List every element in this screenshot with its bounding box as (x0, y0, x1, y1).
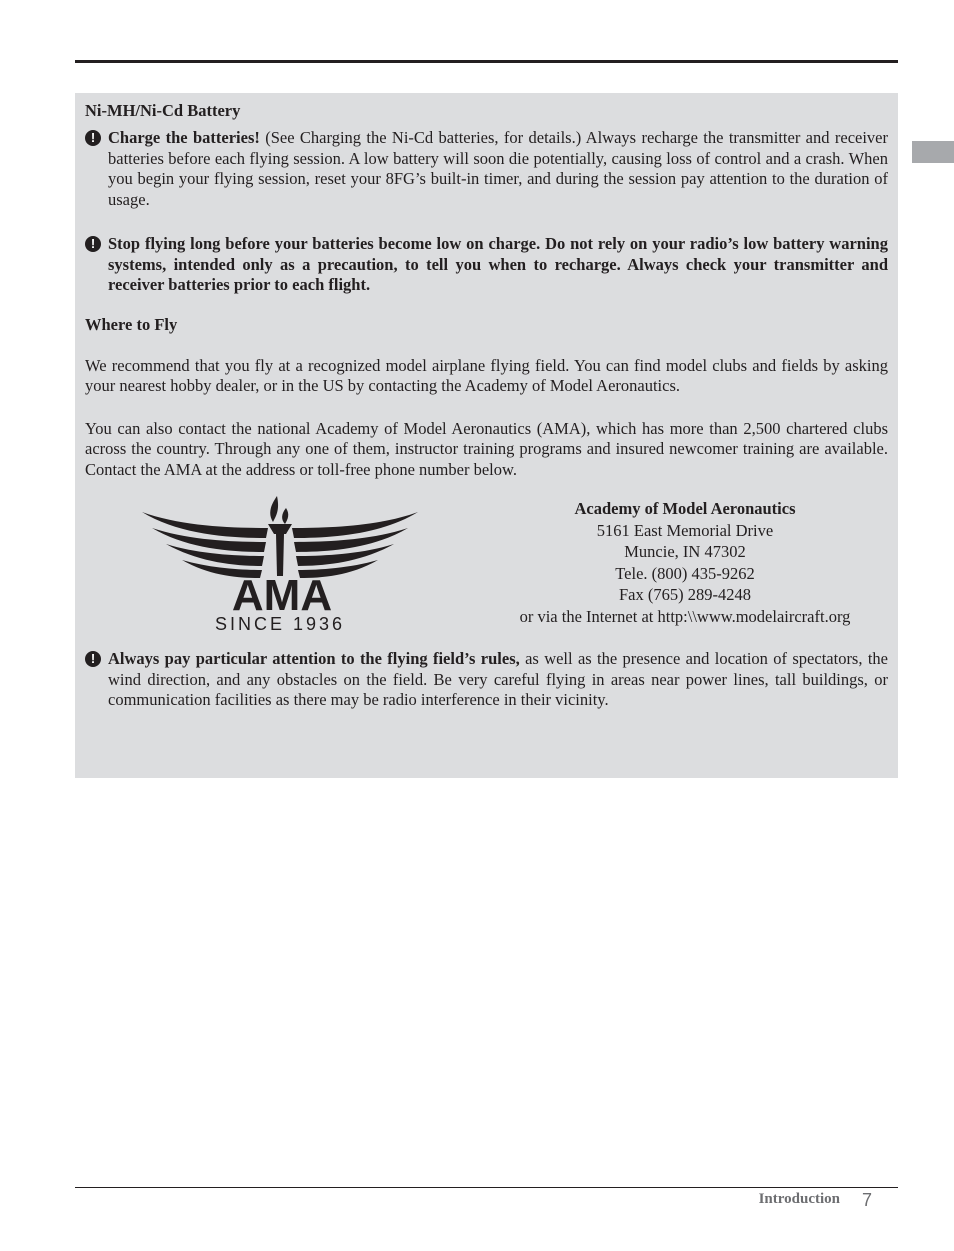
address-fax: Fax (765) 289-4248 (619, 585, 751, 604)
ama-address (490, 498, 880, 627)
where-para-1: We recommend that you fly at a recognized model airplane flying field. You can find model clubs and fields by asking your nearest hobby dealer, or in the US by contacting the Academy of Model Aeronautics. (85, 355, 888, 395)
address-city: Muncie, IN 47302 (624, 542, 746, 561)
field-rules-lead: Always pay particular attention to the flying field’s rules, (108, 649, 520, 668)
ama-wordmark: AMA (231, 571, 333, 620)
address-web: or via the Internet at http:\\www.modelaircraft.org (519, 606, 851, 626)
ama-since: SINCE 1936 (214, 614, 346, 634)
low-battery-warning-text: Stop flying long before your batteries become low on charge. Do not rely on your radio’s low battery warning systems, intended only as a precaution, to tell you when to recharge. Always check your transmitter and receiver batteries prior to each flight. (108, 234, 888, 294)
low-battery-warning (85, 234, 888, 296)
exclamation-circle-icon: ! (85, 236, 101, 252)
address-tele: Tele. (800) 435-9262 (615, 563, 755, 583)
ama-logo (140, 494, 425, 634)
address-street: 5161 East Memorial Drive (596, 520, 774, 540)
field-rules-warning (85, 649, 888, 711)
charge-warning-lead: Charge the batteries! (108, 128, 260, 147)
exclamation-circle-icon: ! (85, 651, 101, 667)
exclamation-circle-icon: ! (85, 130, 101, 146)
charge-warning (85, 128, 888, 210)
address-org: Academy of Model Aeronautics (574, 499, 796, 518)
bottom-rule (75, 1187, 898, 1188)
battery-heading: Ni-MH/Ni-Cd Battery (85, 101, 241, 120)
info-panel (75, 93, 898, 778)
top-rule (75, 60, 898, 63)
footer-section-title: Introduction (758, 1191, 840, 1207)
where-heading: Where to Fly (85, 314, 178, 334)
where-para-2: You can also contact the national Academy of Model Aeronautics (AMA), which has more than 2,500 chartered clubs across the country. Through any one of them, instructor training programs and insured newcomer training are available. Contact the AMA at the address or toll-free phone number below. (85, 418, 888, 479)
ama-contact-block (85, 498, 888, 648)
chapter-tab (912, 141, 954, 163)
field-rules-body: as well as the presence and location of spectators, the wind direction, and any obstacles on the field. Be very careful flying in areas near power lines, tall buildings, or communication facilities as there may be radio interference in their vicinity. (108, 649, 888, 709)
page-number: 7 (862, 1190, 873, 1210)
charge-warning-body: (See Charging the Ni-Cd batteries, for details.) Always recharge the transmitter and receiver batteries before each flying session. A low battery will soon die potentially, causing loss of control and a crash. When you begin your flying session, reset your 8FG’s built-in timer, and during the session pay attention to the duration of usage. (108, 128, 888, 209)
